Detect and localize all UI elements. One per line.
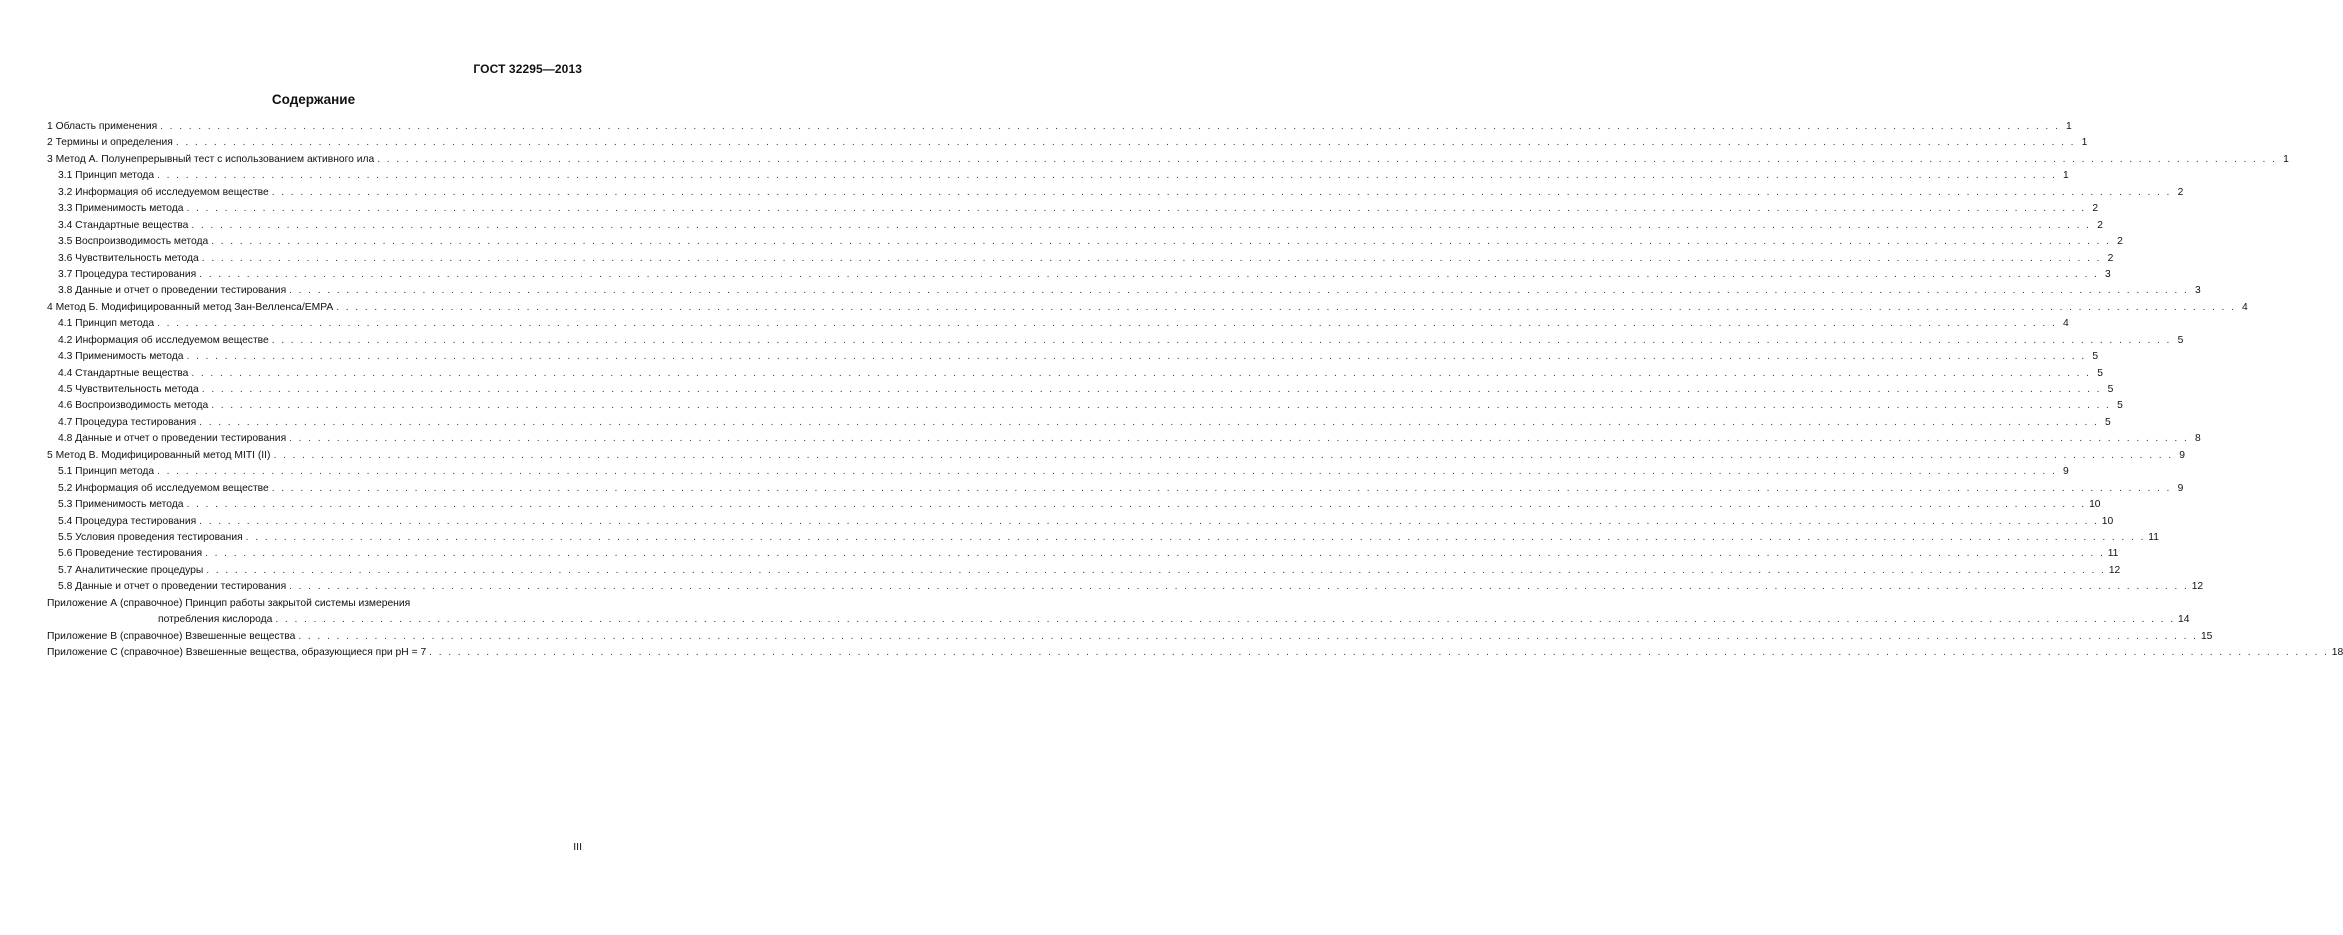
toc-leader-dots: . . . . . . . . . . . . . . . . . . . . . . . . . . . . . . . . . . . . . . . . . . . . . . . . . . . . . . . . . . . . . . . . . . . . . . . . . . . . . . . . . . . . . . . . . . . . . . . . . . . . . . . . . . . . . . . . . . . . . . . . . . . . . . . . . . . . . . . . . . . . . . . . . . . . . . . . . . . . . . . . . . . . . . . . . . . . . . . . . . . . . . . . . . . . . . . . . . . . . . . . [199, 268, 2099, 280]
toc-entry-page: 3 [2105, 268, 2111, 280]
toc-leader-dots: . . . . . . . . . . . . . . . . . . . . . . . . . . . . . . . . . . . . . . . . . . . . . . . . . . . . . . . . . . . . . . . . . . . . . . . . . . . . . . . . . . . . . . . . . . . . . . . . . . . . . . . . . . . . . . . . . . . . . . . . . . . . . . . . . . . . . . . . . . . . . . . . . . . . . . . . . . . . . . . . . . . . . . . . . . . . . . . . . . . . . . . . . . . . . . . . . . . . . . . . [289, 433, 2189, 445]
toc-leader-dots: . . . . . . . . . . . . . . . . . . . . . . . . . . . . . . . . . . . . . . . . . . . . . . . . . . . . . . . . . . . . . . . . . . . . . . . . . . . . . . . . . . . . . . . . . . . . . . . . . . . . . . . . . . . . . . . . . . . . . . . . . . . . . . . . . . . . . . . . . . . . . . . . . . . . . . . . . . . . . . . . . . . . . . . . . . . . . . . . . . . . . . . . . . . . . . . . . . . . . . . . [186, 203, 2087, 215]
toc-entry-label: 3.5 Воспроизводимость метода [58, 236, 209, 248]
toc-entry[interactable] [47, 398, 2123, 414]
toc-entry[interactable] [47, 349, 2099, 365]
toc-entry-label: 5 Метод В. Модифицированный метод MITI (II) [47, 449, 271, 461]
toc-entry[interactable] [47, 645, 2343, 661]
toc-entry-label: 3 Метод А. Полунепрерывный тест с использованием активного ила [47, 153, 375, 165]
toc-entry-page: 1 [2081, 137, 2088, 149]
toc-entry[interactable] [47, 218, 2103, 234]
toc-entry-page: 2 [2097, 219, 2103, 231]
toc-entry[interactable] [47, 283, 2201, 299]
toc-entry-label: 4.3 Применимость метода [58, 351, 184, 363]
toc-entry[interactable] [47, 201, 2099, 217]
toc-entry-page: 12 [2108, 564, 2121, 576]
toc-entry-page: 9 [2062, 466, 2069, 478]
toc-entry[interactable] [47, 415, 2111, 431]
toc-entry[interactable] [47, 431, 2201, 447]
toc-entry-label: 4.7 Процедура тестирования [58, 416, 197, 428]
toc-leader-dots: . . . . . . . . . . . . . . . . . . . . . . . . . . . . . . . . . . . . . . . . . . . . . . . . . . . . . . . . . . . . . . . . . . . . . . . . . . . . . . . . . . . . . . . . . . . . . . . . . . . . . . . . . . . . . . . . . . . . . . . . . . . . . . . . . . . . . . . . . . . . . . . . . . . . . . . . . . . . . . . . . . . . . . . . . . . . . . . . . . . . . . . . . . . . . . . . . . . . . . . . [273, 449, 2173, 461]
toc-leader-dots: . . . . . . . . . . . . . . . . . . . . . . . . . . . . . . . . . . . . . . . . . . . . . . . . . . . . . . . . . . . . . . . . . . . . . . . . . . . . . . . . . . . . . . . . . . . . . . . . . . . . . . . . . . . . . . . . . . . . . . . . . . . . . . . . . . . . . . . . . . . . . . . . . . . . . . . . . . . . . . . . . . . . . . . . . . . . . . . . . . . . . . . . . . . . . . . . . . . . . . . . [275, 614, 2175, 626]
toc-entry-page: 2 [2177, 186, 2184, 198]
toc-entry[interactable] [47, 596, 585, 612]
toc-entry-label: 3.8 Данные и отчет о проведении тестирования [58, 285, 287, 297]
toc-entry-page: 14 [2177, 614, 2190, 626]
toc-entry[interactable] [47, 579, 2204, 595]
toc-leader-dots: . . . . . . . . . . . . . . . . . . . . . . . . . . . . . . . . . . . . . . . . . . . . . . . . . . . . . . . . . . . . . . . . . . . . . . . . . . . . . . . . . . . . . . . . . . . . . . . . . . . . . . . . . . . . . . . . . . . . . . . . . . . . . . . . . . . . . . . . . . . . . . . . . . . . . . . . . . . . . . . . . . . . . . . . . . . . . . . . . . . . . . . . . . . . . . . . . . . . . . . . [298, 630, 2198, 642]
toc-entry[interactable] [47, 135, 2088, 151]
toc-entry-label: Приложение А (справочное) Принцип работы закрытой системы измерения [47, 597, 411, 609]
toc-entry-label: Приложение С (справочное) Взвешенные вещества, образующиеся при pH = 7 [47, 647, 427, 658]
toc-leader-dots: . . . . . . . . . . . . . . . . . . . . . . . . . . . . . . . . . . . . . . . . . . . . . . . . . . . . . . . . . . . . . . . . . . . . . . . . . . . . . . . . . . . . . . . . . . . . . . . . . . . . . . . . . . . . . . . . . . . . . . . . . . . . . . . . . . . . . . . . . . . . . . . . . . . . . . . . . . . . . . . . . . . . . . . . . . . . . . . . . . . . . . . . . . . . . . . . . . . . . . . . [157, 466, 2057, 478]
toc-entry-label: 4.2 Информация об исследуемом веществе [58, 334, 269, 346]
toc-entry[interactable] [47, 612, 2190, 628]
toc-leader-dots: . . . . . . . . . . . . . . . . . . . . . . . . . . . . . . . . . . . . . . . . . . . . . . . . . . . . . . . . . . . . . . . . . . . . . . . . . . . . . . . . . . . . . . . . . . . . . . . . . . . . . . . . . . . . . . . . . . . . . . . . . . . . . . . . . . . . . . . . . . . . . . . . . . . . . . . . . . . . . . . . . . . . . . . . . . . . . . . . . . . . . . . . . . . . . . . . . . . . . . . . [205, 548, 2105, 560]
toc-entry-label: 3.4 Стандартные вещества [58, 219, 189, 231]
toc-entry-page: 1 [2062, 170, 2069, 182]
toc-entry-label: 4.4 Стандартные вещества [58, 367, 189, 379]
toc-leader-dots: . . . . . . . . . . . . . . . . . . . . . . . . . . . . . . . . . . . . . . . . . . . . . . . . . . . . . . . . . . . . . . . . . . . . . . . . . . . . . . . . . . . . . . . . . . . . . . . . . . . . . . . . . . . . . . . . . . . . . . . . . . . . . . . . . . . . . . . . . . . . . . . . . . . . . . . . . . . . . . . . . . . . . . . . . . . . . . . . . . . . . . . . . . . . . . . . . . . . . . . . [191, 219, 2091, 231]
table-of-contents [47, 119, 2343, 661]
toc-leader-dots: . . . . . . . . . . . . . . . . . . . . . . . . . . . . . . . . . . . . . . . . . . . . . . . . . . . . . . . . . . . . . . . . . . . . . . . . . . . . . . . . . . . . . . . . . . . . . . . . . . . . . . . . . . . . . . . . . . . . . . . . . . . . . . . . . . . . . . . . . . . . . . . . . . . . . . . . . . . . . . . . . . . . . . . . . . . . . . . . . . . . . . . . . . . . . . . . . . . . . . . . [157, 170, 2057, 182]
toc-leader-dots: . . . . . . . . . . . . . . . . . . . . . . . . . . . . . . . . . . . . . . . . . . . . . . . . . . . . . . . . . . . . . . . . . . . . . . . . . . . . . . . . . . . . . . . . . . . . . . . . . . . . . . . . . . . . . . . . . . . . . . . . . . . . . . . . . . . . . . . . . . . . . . . . . . . . . . . . . . . . . . . . . . . . . . . . . . . . . . . . . . . . . . . . . . . . . . . . . . . . . . . . [245, 531, 2146, 543]
toc-entry-page: 2 [2107, 252, 2114, 264]
toc-entry[interactable] [47, 464, 2069, 480]
toc-entry-page: 2 [2117, 236, 2123, 248]
toc-entry-page: 4 [2062, 318, 2069, 330]
toc-entry-page: 11 [2107, 548, 2119, 560]
toc-entry[interactable] [47, 530, 2159, 546]
toc-entry[interactable] [47, 514, 2114, 530]
toc-entry-label: 3.3 Применимость метода [58, 203, 184, 215]
toc-entry-page: 9 [2177, 482, 2184, 494]
toc-entry[interactable] [47, 300, 2248, 316]
toc-entry[interactable] [47, 563, 2121, 579]
toc-entry-label: 2 Термины и определения [47, 137, 173, 149]
toc-leader-dots: . . . . . . . . . . . . . . . . . . . . . . . . . . . . . . . . . . . . . . . . . . . . . . . . . . . . . . . . . . . . . . . . . . . . . . . . . . . . . . . . . . . . . . . . . . . . . . . . . . . . . . . . . . . . . . . . . . . . . . . . . . . . . . . . . . . . . . . . . . . . . . . . . . . . . . . . . . . . . . . . . . . . . . . . . . . . . . . . . . . . . . . . . . . . . . . . . . . . . . . . [201, 252, 2102, 264]
toc-entry-label: Приложение В (справочное) Взвешенные вещества [47, 630, 296, 642]
toc-leader-dots: . . . . . . . . . . . . . . . . . . . . . . . . . . . . . . . . . . . . . . . . . . . . . . . . . . . . . . . . . . . . . . . . . . . . . . . . . . . . . . . . . . . . . . . . . . . . . . . . . . . . . . . . . . . . . . . . . . . . . . . . . . . . . . . . . . . . . . . . . . . . . . . . . . . . . . . . . . . . . . . . . . . . . . . . . . . . . . . . . . . . . . . . . . . . . . . . . . . . . . . . [429, 647, 2329, 658]
toc-entry-label: 5.1 Принцип метода [58, 466, 155, 478]
toc-leader-dots: . . . . . . . . . . . . . . . . . . . . . . . . . . . . . . . . . . . . . . . . . . . . . . . . . . . . . . . . . . . . . . . . . . . . . . . . . . . . . . . . . . . . . . . . . . . . . . . . . . . . . . . . . . . . . . . . . . . . . . . . . . . . . . . . . . . . . . . . . . . . . . . . . . . . . . . . . . . . . . . . . . . . . . . . . . . . . . . . . . . . . . . . . . . . . . . . . . . . . . . . [175, 137, 2076, 149]
toc-entry-label: 5.8 Данные и отчет о проведении тестирования [58, 581, 287, 593]
toc-entry-label: потребления кислорода [158, 614, 273, 626]
toc-entry[interactable] [47, 316, 2069, 332]
toc-entry-page: 3 [2194, 285, 2201, 297]
toc-leader-dots: . . . . . . . . . . . . . . . . . . . . . . . . . . . . . . . . . . . . . . . . . . . . . . . . . . . . . . . . . . . . . . . . . . . . . . . . . . . . . . . . . . . . . . . . . . . . . . . . . . . . . . . . . . . . . . . . . . . . . . . . . . . . . . . . . . . . . . . . . . . . . . . . . . . . . . . . . . . . . . . . . . . . . . . . . . . . . . . . . . . . . . . . . . . . . . . . . . . . . . . . [377, 153, 2277, 165]
toc-entry-page: 5 [2177, 334, 2184, 346]
toc-entry-label: 3.6 Чувствительность метода [58, 252, 199, 264]
toc-leader-dots: . . . . . . . . . . . . . . . . . . . . . . . . . . . . . . . . . . . . . . . . . . . . . . . . . . . . . . . . . . . . . . . . . . . . . . . . . . . . . . . . . . . . . . . . . . . . . . . . . . . . . . . . . . . . . . . . . . . . . . . . . . . . . . . . . . . . . . . . . . . . . . . . . . . . . . . . . . . . . . . . . . . . . . . . . . . . . . . . . . . . . . . . . . . . . . . . . . . . . . . . [271, 186, 2172, 198]
document-code: ГОСТ 32295—2013 [473, 62, 582, 76]
toc-leader-dots: . . . . . . . . . . . . . . . . . . . . . . . . . . . . . . . . . . . . . . . . . . . . . . . . . . . . . . . . . . . . . . . . . . . . . . . . . . . . . . . . . . . . . . . . . . . . . . . . . . . . . . . . . . . . . . . . . . . . . . . . . . . . . . . . . . . . . . . . . . . . . . . . . . . . . . . . . . . . . . . . . . . . . . . . . . . . . . . . . . . . . . . . . . . . . . . . . . . . . . . . [211, 400, 2111, 412]
toc-entry[interactable] [47, 168, 2069, 184]
toc-entry-label: 5.4 Процедура тестирования [58, 515, 197, 527]
toc-entry-page: 10 [2101, 515, 2114, 527]
toc-entry-page: 8 [2194, 433, 2201, 445]
toc-entry-label: 4 Метод Б. Модифицированный метод Зан-Велленса/EMPA [47, 301, 334, 313]
toc-entry-label: 4.5 Чувствительность метода [58, 384, 199, 395]
toc-entry-page: 15 [2200, 630, 2213, 642]
toc-entry-label: 5.7 Аналитические процедуры [58, 564, 204, 576]
toc-entry-label: 5.6 Проведение тестирования [58, 548, 203, 560]
toc-entry-page: 5 [2107, 384, 2114, 395]
toc-entry-page: 2 [2092, 203, 2099, 215]
toc-leader-dots: . . . . . . . . . . . . . . . . . . . . . . . . . . . . . . . . . . . . . . . . . . . . . . . . . . . . . . . . . . . . . . . . . . . . . . . . . . . . . . . . . . . . . . . . . . . . . . . . . . . . . . . . . . . . . . . . . . . . . . . . . . . . . . . . . . . . . . . . . . . . . . . . . . . . . . . . . . . . . . . . . . . . . . . . . . . . . . . . . . . . . . . . . . . . . . . . . . . . . . . . [201, 384, 2102, 395]
toc-entry-page: 12 [2191, 581, 2204, 593]
toc-entry[interactable] [47, 251, 2114, 267]
toc-entry-label: 5.5 Условия проведения тестирования [58, 531, 243, 543]
toc-entry-page: 5 [2092, 351, 2099, 363]
toc-leader-dots: . . . . . . . . . . . . . . . . . . . . . . . . . . . . . . . . . . . . . . . . . . . . . . . . . . . . . . . . . . . . . . . . . . . . . . . . . . . . . . . . . . . . . . . . . . . . . . . . . . . . . . . . . . . . . . . . . . . . . . . . . . . . . . . . . . . . . . . . . . . . . . . . . . . . . . . . . . . . . . . . . . . . . . . . . . . . . . . . . . . . . . . . . . . . . . . . . . . . . . . . [206, 564, 2106, 576]
toc-leader-dots: . . . . . . . . . . . . . . . . . . . . . . . . . . . . . . . . . . . . . . . . . . . . . . . . . . . . . . . . . . . . . . . . . . . . . . . . . . . . . . . . . . . . . . . . . . . . . . . . . . . . . . . . . . . . . . . . . . . . . . . . . . . . . . . . . . . . . . . . . . . . . . . . . . . . . . . . . . . . . . . . . . . . . . . . . . . . . . . . . . . . . . . . . . . . . . . . . . . . . . . . [271, 334, 2172, 346]
toc-entry-page: 18 [2331, 647, 2343, 658]
toc-entry[interactable] [47, 481, 2184, 497]
toc-entry[interactable] [47, 546, 2119, 562]
toc-entry-page: 9 [2179, 449, 2185, 461]
toc-entry[interactable] [47, 267, 2111, 283]
toc-entry-label: 4.1 Принцип метода [58, 318, 155, 330]
toc-entry-label: 3.7 Процедура тестирования [58, 268, 197, 280]
toc-leader-dots: . . . . . . . . . . . . . . . . . . . . . . . . . . . . . . . . . . . . . . . . . . . . . . . . . . . . . . . . . . . . . . . . . . . . . . . . . . . . . . . . . . . . . . . . . . . . . . . . . . . . . . . . . . . . . . . . . . . . . . . . . . . . . . . . . . . . . . . . . . . . . . . . . . . . . . . . . . . . . . . . . . . . . . . . . . . . . . . . . . . . . . . . . . . . . . . . . . . . . . . . [157, 318, 2057, 330]
page-number: III [573, 841, 582, 853]
toc-leader-dots: . . . . . . . . . . . . . . . . . . . . . . . . . . . . . . . . . . . . . . . . . . . . . . . . . . . . . . . . . . . . . . . . . . . . . . . . . . . . . . . . . . . . . . . . . . . . . . . . . . . . . . . . . . . . . . . . . . . . . . . . . . . . . . . . . . . . . . . . . . . . . . . . . . . . . . . . . . . . . . . . . . . . . . . . . . . . . . . . . . . . . . . . . . . . . . . . . . . . . . . . [186, 351, 2087, 363]
toc-leader-dots: . . . . . . . . . . . . . . . . . . . . . . . . . . . . . . . . . . . . . . . . . . . . . . . . . . . . . . . . . . . . . . . . . . . . . . . . . . . . . . . . . . . . . . . . . . . . . . . . . . . . . . . . . . . . . . . . . . . . . . . . . . . . . . . . . . . . . . . . . . . . . . . . . . . . . . . . . . . . . . . . . . . . . . . . . . . . . . . . . . . . . . . . . . . . . . . . . . . . . . . . [191, 367, 2091, 379]
toc-entry-page: 5 [2097, 367, 2103, 379]
toc-entry-label: 4.6 Воспроизводимость метода [58, 400, 209, 412]
toc-entry[interactable] [47, 234, 2123, 250]
toc-entry[interactable] [47, 448, 2185, 464]
toc-entry-label: 5.2 Информация об исследуемом веществе [58, 482, 269, 494]
toc-entry-label: 4.8 Данные и отчет о проведении тестирования [58, 433, 287, 445]
toc-entry[interactable] [47, 366, 2103, 382]
toc-entry[interactable] [47, 629, 2213, 645]
toc-entry-page: 1 [2065, 121, 2072, 132]
toc-leader-dots: . . . . . . . . . . . . . . . . . . . . . . . . . . . . . . . . . . . . . . . . . . . . . . . . . . . . . . . . . . . . . . . . . . . . . . . . . . . . . . . . . . . . . . . . . . . . . . . . . . . . . . . . . . . . . . . . . . . . . . . . . . . . . . . . . . . . . . . . . . . . . . . . . . . . . . . . . . . . . . . . . . . . . . . . . . . . . . . . . . . . . . . . . . . . . . . . . . . . . . . . [271, 482, 2172, 494]
toc-entry[interactable] [47, 382, 2114, 398]
toc-entry[interactable] [47, 185, 2184, 201]
toc-entry-label: 3.2 Информация об исследуемом веществе [58, 186, 269, 198]
toc-leader-dots: . . . . . . . . . . . . . . . . . . . . . . . . . . . . . . . . . . . . . . . . . . . . . . . . . . . . . . . . . . . . . . . . . . . . . . . . . . . . . . . . . . . . . . . . . . . . . . . . . . . . . . . . . . . . . . . . . . . . . . . . . . . . . . . . . . . . . . . . . . . . . . . . . . . . . . . . . . . . . . . . . . . . . . . . . . . . . . . . . . . . . . . . . . . . . . . . . . . . . . . . [160, 121, 2060, 132]
toc-entry[interactable] [47, 152, 2289, 168]
toc-leader-dots: . . . . . . . . . . . . . . . . . . . . . . . . . . . . . . . . . . . . . . . . . . . . . . . . . . . . . . . . . . . . . . . . . . . . . . . . . . . . . . . . . . . . . . . . . . . . . . . . . . . . . . . . . . . . . . . . . . . . . . . . . . . . . . . . . . . . . . . . . . . . . . . . . . . . . . . . . . . . . . . . . . . . . . . . . . . . . . . . . . . . . . . . . . . . . . . . . . . . . . . . [289, 581, 2189, 593]
toc-entry[interactable] [47, 497, 2101, 513]
toc-entry-page: 5 [2105, 416, 2111, 428]
toc-entry-label: 1 Область применения [47, 121, 158, 132]
toc-entry-page: 1 [2283, 153, 2289, 165]
toc-title: Содержание [271, 92, 356, 107]
toc-entry[interactable] [47, 333, 2184, 349]
toc-entry-page: 11 [2148, 531, 2159, 543]
toc-entry-page: 10 [2089, 499, 2101, 511]
toc-leader-dots: . . . . . . . . . . . . . . . . . . . . . . . . . . . . . . . . . . . . . . . . . . . . . . . . . . . . . . . . . . . . . . . . . . . . . . . . . . . . . . . . . . . . . . . . . . . . . . . . . . . . . . . . . . . . . . . . . . . . . . . . . . . . . . . . . . . . . . . . . . . . . . . . . . . . . . . . . . . . . . . . . . . . . . . . . . . . . . . . . . . . . . . . . . . . . . . . . . . . . . . . [211, 236, 2111, 248]
toc-leader-dots: . . . . . . . . . . . . . . . . . . . . . . . . . . . . . . . . . . . . . . . . . . . . . . . . . . . . . . . . . . . . . . . . . . . . . . . . . . . . . . . . . . . . . . . . . . . . . . . . . . . . . . . . . . . . . . . . . . . . . . . . . . . . . . . . . . . . . . . . . . . . . . . . . . . . . . . . . . . . . . . . . . . . . . . . . . . . . . . . . . . . . . . . . . . . . . . . . . . . . . . . [289, 285, 2189, 297]
toc-leader-dots: . . . . . . . . . . . . . . . . . . . . . . . . . . . . . . . . . . . . . . . . . . . . . . . . . . . . . . . . . . . . . . . . . . . . . . . . . . . . . . . . . . . . . . . . . . . . . . . . . . . . . . . . . . . . . . . . . . . . . . . . . . . . . . . . . . . . . . . . . . . . . . . . . . . . . . . . . . . . . . . . . . . . . . . . . . . . . . . . . . . . . . . . . . . . . . . . . . . . . . . . [186, 499, 2087, 511]
toc-entry-page: 5 [2117, 400, 2123, 412]
toc-leader-dots: . . . . . . . . . . . . . . . . . . . . . . . . . . . . . . . . . . . . . . . . . . . . . . . . . . . . . . . . . . . . . . . . . . . . . . . . . . . . . . . . . . . . . . . . . . . . . . . . . . . . . . . . . . . . . . . . . . . . . . . . . . . . . . . . . . . . . . . . . . . . . . . . . . . . . . . . . . . . . . . . . . . . . . . . . . . . . . . . . . . . . . . . . . . . . . . . . . . . . . . . [199, 515, 2099, 527]
toc-entry[interactable] [47, 119, 2072, 135]
toc-entry-page: 4 [2242, 301, 2248, 313]
toc-leader-dots: . . . . . . . . . . . . . . . . . . . . . . . . . . . . . . . . . . . . . . . . . . . . . . . . . . . . . . . . . . . . . . . . . . . . . . . . . . . . . . . . . . . . . . . . . . . . . . . . . . . . . . . . . . . . . . . . . . . . . . . . . . . . . . . . . . . . . . . . . . . . . . . . . . . . . . . . . . . . . . . . . . . . . . . . . . . . . . . . . . . . . . . . . . . . . . . . . . . . . . . . [336, 301, 2236, 313]
toc-leader-dots: . . . . . . . . . . . . . . . . . . . . . . . . . . . . . . . . . . . . . . . . . . . . . . . . . . . . . . . . . . . . . . . . . . . . . . . . . . . . . . . . . . . . . . . . . . . . . . . . . . . . . . . . . . . . . . . . . . . . . . . . . . . . . . . . . . . . . . . . . . . . . . . . . . . . . . . . . . . . . . . . . . . . . . . . . . . . . . . . . . . . . . . . . . . . . . . . . . . . . . . . [199, 416, 2099, 428]
toc-entry-label: 5.3 Применимость метода [58, 499, 184, 511]
toc-entry-label: 3.1 Принцип метода [58, 170, 155, 182]
